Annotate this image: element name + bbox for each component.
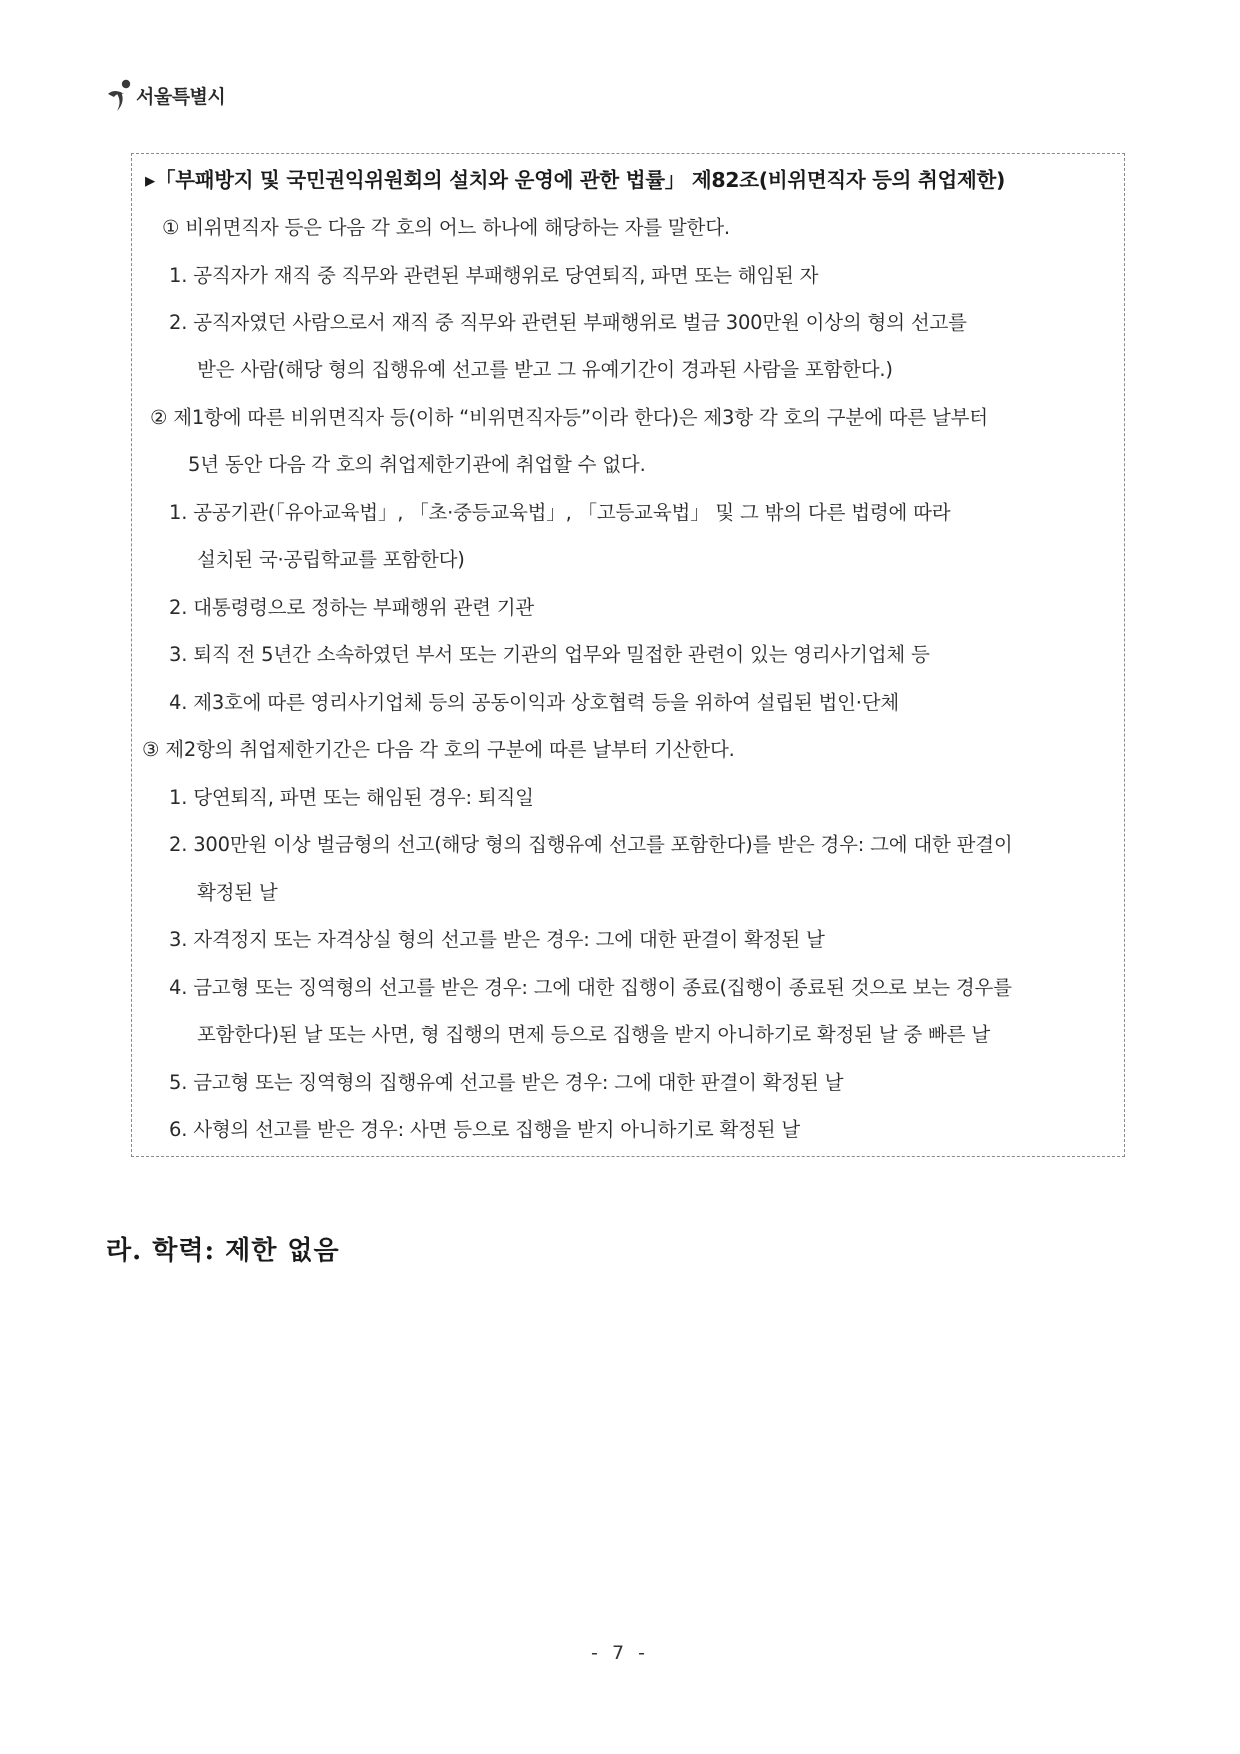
law-item-2-3: 3. 퇴직 전 5년간 소속하였던 부서 또는 기관의 업무와 밀접한 관련이 있는 영리사기업체 등 <box>169 643 930 666</box>
law-item-3-1: 1. 당연퇴직, 파면 또는 해임된 경우: 퇴직일 <box>169 786 534 809</box>
law-item-3-4-cont: 포함한다)된 날 또는 사면, 형 집행의 면제 등으로 집행을 받지 아니하기로 확정된 날 중 빠른 날 <box>197 1023 990 1046</box>
law-item-1-2-cont: 받은 사람(해당 형의 집행유예 선고를 받고 그 유예기간이 경과된 사람을 포함한다.) <box>197 358 893 381</box>
page-number: - 7 - <box>591 1642 649 1664</box>
law-title: ▸「부패방지 및 국민권익위원회의 설치와 운영에 관한 법률」 제82조(비위면직자 등의 취업제한) <box>145 168 1006 192</box>
law-item-1-2: 2. 공직자였던 사람으로서 재직 중 직무와 관련된 부패행위로 벌금 300만원 이상의 형의 선고를 <box>169 311 967 334</box>
law-item-2-1-cont: 설치된 국·공립학교를 포함한다) <box>197 548 465 571</box>
law-excerpt-box <box>131 153 1125 1157</box>
law-item-3-3: 3. 자격정지 또는 자격상실 형의 선고를 받은 경우: 그에 대한 판결이 확정된 날 <box>169 928 825 951</box>
law-paragraph-1: ① 비위면직자 등은 다음 각 호의 어느 하나에 해당하는 자를 말한다. <box>162 216 730 239</box>
law-item-3-2-cont: 확정된 날 <box>197 881 278 904</box>
logo-text: 서울특별시 <box>136 85 226 108</box>
law-paragraph-3: ③ 제2항의 취업제한기간은 다음 각 호의 구분에 따른 날부터 기산한다. <box>142 738 735 761</box>
seoul-logo <box>104 78 225 112</box>
law-item-3-6: 6. 사형의 선고를 받은 경우: 사면 등으로 집행을 받지 아니하기로 확정된 날 <box>169 1118 801 1141</box>
law-item-3-5: 5. 금고형 또는 징역형의 집행유예 선고를 받은 경우: 그에 대한 판결이 확정된 날 <box>169 1071 844 1094</box>
law-item-2-2: 2. 대통령령으로 정하는 부패행위 관련 기관 <box>169 596 535 619</box>
law-item-2-4: 4. 제3호에 따른 영리사기업체 등의 공동이익과 상호협력 등을 위하여 설립된 법인·단체 <box>169 691 900 714</box>
law-paragraph-2: ② 제1항에 따른 비위면직자 등(이하 “비위면직자등”이라 한다)은 제3항 각 호의 구분에 따른 날부터 <box>150 406 988 429</box>
law-item-2-1: 1. 공공기관(「유아교육법」, 「초·중등교육법」, 「고등교육법」 및 그 밖의 다른 법령에 따라 <box>169 501 951 524</box>
law-item-3-2: 2. 300만원 이상 벌금형의 선고(해당 형의 집행유예 선고를 포함한다)를 받은 경우: 그에 대한 판결이 <box>169 833 1013 856</box>
law-item-3-4: 4. 금고형 또는 징역형의 선고를 받은 경우: 그에 대한 집행이 종료(집행이 종료된 것으로 보는 경우를 <box>169 976 1012 999</box>
law-item-1-1: 1. 공직자가 재직 중 직무와 관련된 부패행위로 당연퇴직, 파면 또는 해임된 자 <box>169 264 819 287</box>
section-heading-education: 라. 학력: 제한 없음 <box>106 1236 340 1266</box>
seoul-emblem-icon <box>104 78 134 112</box>
law-paragraph-2-cont: 5년 동안 다음 각 호의 취업제한기관에 취업할 수 없다. <box>188 453 646 476</box>
